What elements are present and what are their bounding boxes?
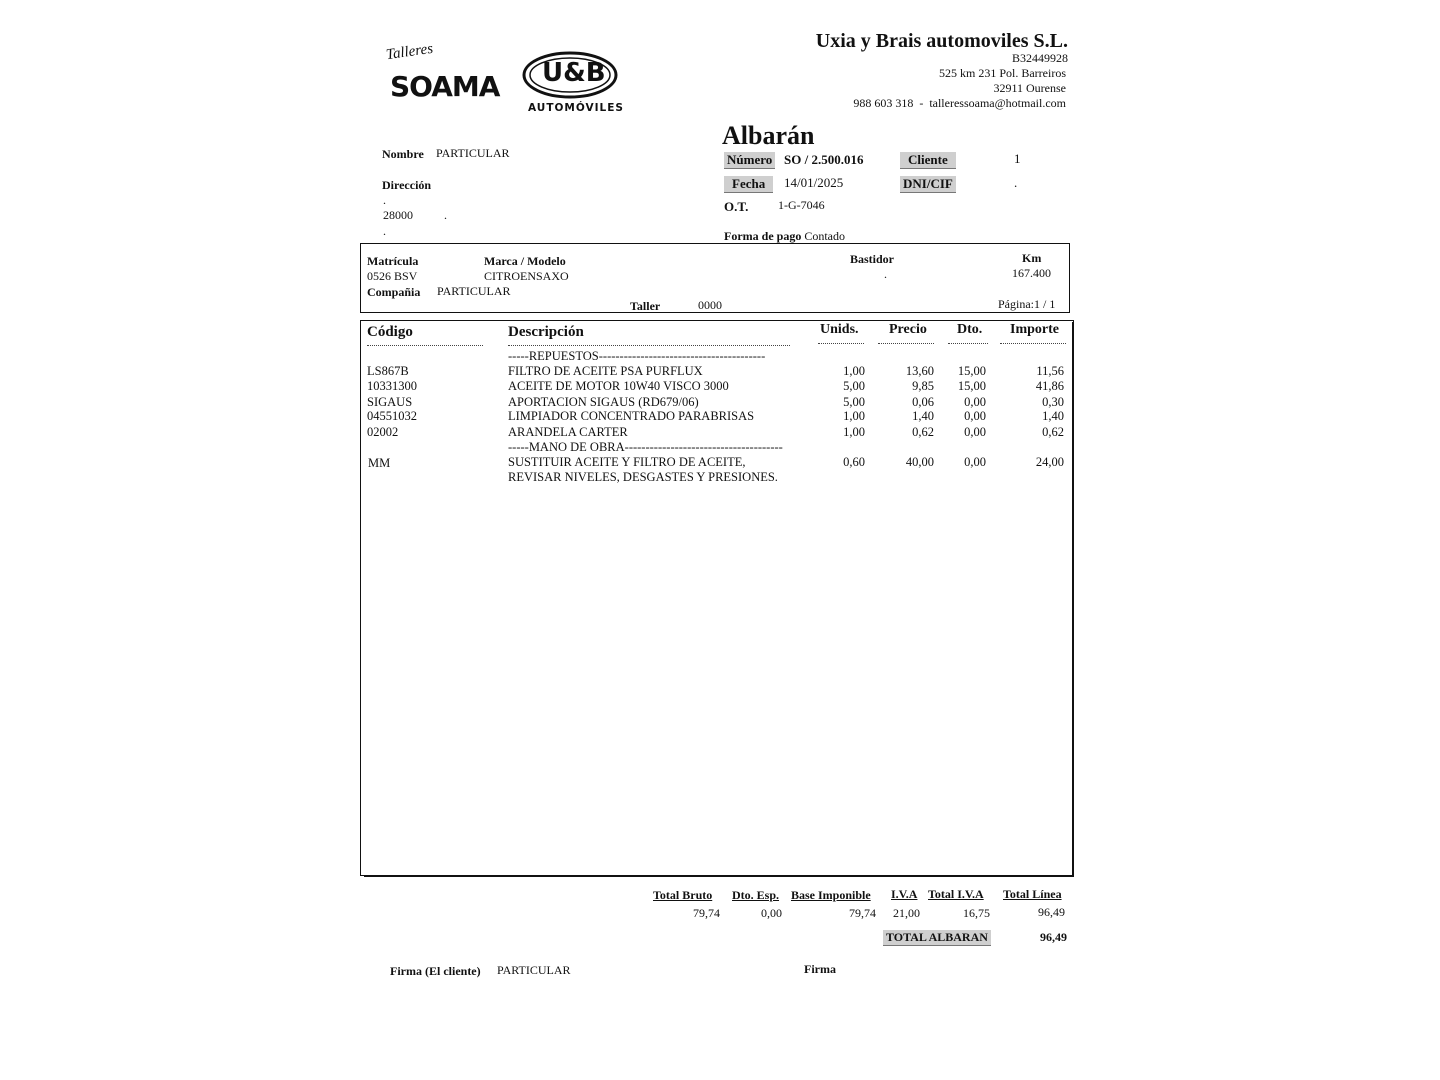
cell-precio: 0,62 <box>912 425 934 439</box>
cell-codigo: SIGAUS <box>367 395 413 409</box>
cell-dto: 0,00 <box>964 395 986 409</box>
total-iva-value: 16,75 <box>963 906 990 920</box>
company-address-2: 32911 Ourense <box>993 81 1066 95</box>
cell-descripcion-2: REVISAR NIVELES, DESGASTES Y PRESIONES. <box>508 470 778 484</box>
km-label: Km <box>1022 251 1042 265</box>
ub-mark: U&B <box>542 58 606 88</box>
cell-dto: 0,00 <box>964 409 986 423</box>
header-codigo: Código <box>367 324 413 340</box>
cell-descripcion: SUSTITUIR ACEITE Y FILTRO DE ACEITE, <box>508 455 746 469</box>
total-iva-label: Total I.V.A <box>928 887 984 901</box>
company-cif: B32449928 <box>1011 51 1068 65</box>
header-importe: Importe <box>1010 322 1059 337</box>
firma-label: Firma <box>804 962 836 976</box>
cell-codigo: 04551032 <box>367 409 417 423</box>
table-row <box>0 409 1440 424</box>
km-value: 167.400 <box>1012 266 1051 280</box>
cell-importe: 41,86 <box>1035 379 1064 393</box>
bastidor-value: . <box>884 267 887 281</box>
firma-cliente-label: Firma (El cliente) <box>390 964 481 978</box>
cell-importe: 0,62 <box>1042 425 1064 439</box>
forma-pago-label: Forma de pago <box>724 229 802 243</box>
pagina: Página:1 / 1 <box>998 297 1056 311</box>
table-row <box>0 395 1440 410</box>
cell-importe: 24,00 <box>1035 455 1064 469</box>
iva-label: I.V.A <box>891 887 918 901</box>
direccion-label: Dirección <box>382 178 432 192</box>
cliente-label: Cliente <box>900 152 956 169</box>
total-albaran-value: 96,49 <box>1040 930 1067 944</box>
company-phone: 988 603 318 <box>853 96 914 110</box>
company-email: talleressoama@hotmail.com <box>929 96 1066 110</box>
soama-logo <box>384 40 500 108</box>
table-row <box>0 364 1440 379</box>
cliente-value: 1 <box>1014 151 1021 166</box>
nombre-value: PARTICULAR <box>436 146 510 160</box>
forma-pago <box>724 229 845 244</box>
city: . <box>444 208 447 222</box>
header-descripcion: Descripción <box>508 324 584 340</box>
cell-unids: 5,00 <box>843 395 865 409</box>
cell-dto: 0,00 <box>964 455 986 469</box>
fecha-label: Fecha <box>724 176 773 193</box>
section-repuestos: -----REPUESTOS---------------------------------------- <box>508 349 766 363</box>
table-row <box>0 379 1440 394</box>
marca-value: CITROENSAXO <box>484 269 569 283</box>
company-contact <box>853 96 1066 111</box>
cell-codigo: 02002 <box>367 425 399 439</box>
firma-cliente-value: PARTICULAR <box>497 963 571 977</box>
cell-precio: 40,00 <box>905 455 934 469</box>
compania-value: PARTICULAR <box>437 284 511 298</box>
numero-value: SO / 2.500.016 <box>784 152 864 167</box>
cell-unids: 1,00 <box>843 364 865 378</box>
divider <box>1000 343 1066 344</box>
cell-descripcion: APORTACION SIGAUS (RD679/06) <box>508 395 699 409</box>
header-precio: Precio <box>889 322 927 337</box>
cell-importe: 1,40 <box>1042 409 1064 423</box>
taller-label: Taller <box>630 299 661 313</box>
cell-precio: 9,85 <box>912 379 934 393</box>
cell-precio: 1,40 <box>912 409 934 423</box>
taller-value: 0000 <box>698 298 722 312</box>
cell-importe: 0,30 <box>1042 395 1064 409</box>
total-linea-label: Total Línea <box>1003 887 1062 901</box>
ub-logo <box>520 50 624 116</box>
total-bruto-value: 79,74 <box>693 906 720 920</box>
dnicif-label: DNI/CIF <box>900 176 956 193</box>
cell-precio: 0,06 <box>912 395 934 409</box>
bastidor-label: Bastidor <box>850 252 895 266</box>
header-dto: Dto. <box>957 322 983 337</box>
divider <box>948 343 988 344</box>
divider <box>818 343 864 344</box>
company-address-1: 525 km 231 Pol. Barreiros <box>939 66 1066 80</box>
marca-label: Marca / Modelo <box>484 254 566 268</box>
cell-precio: 13,60 <box>905 364 934 378</box>
cell-unids: 5,00 <box>843 379 865 393</box>
cell-unids: 0,60 <box>843 455 865 469</box>
cell-codigo: 10331300 <box>367 379 417 393</box>
matricula-value: 0526 BSV <box>367 269 418 283</box>
header-unids: Unids. <box>820 322 859 337</box>
iva-value: 21,00 <box>893 906 920 920</box>
cell-dto: 0,00 <box>964 425 986 439</box>
cell-dto: 15,00 <box>957 364 986 378</box>
address-line-1: . <box>383 193 386 207</box>
forma-pago-value: Contado <box>804 229 845 243</box>
dto-esp-label: Dto. Esp. <box>732 888 780 902</box>
document-title: Albarán <box>722 121 815 150</box>
matricula-label: Matrícula <box>367 254 419 268</box>
total-bruto-label: Total Bruto <box>653 888 713 902</box>
soama-script: Talleres <box>385 40 435 64</box>
cell-unids: 1,00 <box>843 409 865 423</box>
address-line-3: . <box>383 224 386 238</box>
nombre-label: Nombre <box>382 147 424 161</box>
base-imponible-label: Base Imponible <box>791 888 871 902</box>
company-name: Uxia y Brais automoviles S.L. <box>815 30 1068 52</box>
fecha-value: 14/01/2025 <box>784 175 844 190</box>
cell-codigo: MM <box>368 456 391 470</box>
base-imponible-value: 79,74 <box>849 906 876 920</box>
divider <box>508 345 790 346</box>
cell-importe: 11,56 <box>1036 364 1064 378</box>
soama-name: SOAMA <box>390 70 500 103</box>
cell-descripcion: ACEITE DE MOTOR 10W40 VISCO 3000 <box>508 379 729 393</box>
cell-unids: 1,00 <box>843 425 865 439</box>
dto-esp-value: 0,00 <box>761 906 782 920</box>
cell-codigo: LS867B <box>367 364 409 378</box>
cell-descripcion: ARANDELA CARTER <box>508 425 628 439</box>
postal-code: 28000 <box>383 208 413 222</box>
cell-descripcion: LIMPIADOR CONCENTRADO PARABRISAS <box>508 409 755 423</box>
numero-label: Número <box>724 152 775 169</box>
compania-label: Compañia <box>367 285 421 299</box>
total-linea-value: 96,49 <box>1038 905 1065 919</box>
ot-label: O.T. <box>724 199 749 214</box>
ub-sub: AUTOMÓVILES <box>528 102 624 114</box>
contact-separator: - <box>919 96 924 110</box>
cell-descripcion: FILTRO DE ACEITE PSA PURFLUX <box>508 364 703 378</box>
divider <box>367 345 483 346</box>
section-mano-obra: -----MANO DE OBRA-------------------------------------- <box>508 440 783 454</box>
cell-dto: 15,00 <box>957 379 986 393</box>
total-albaran-label: TOTAL ALBARAN <box>883 930 991 946</box>
dnicif-value: . <box>1014 175 1018 190</box>
table-row-labor <box>0 455 1440 487</box>
table-row <box>0 425 1440 440</box>
divider <box>878 343 934 344</box>
lines-box-shadow-bottom <box>364 875 1074 877</box>
ot-value: 1-G-7046 <box>778 198 825 212</box>
